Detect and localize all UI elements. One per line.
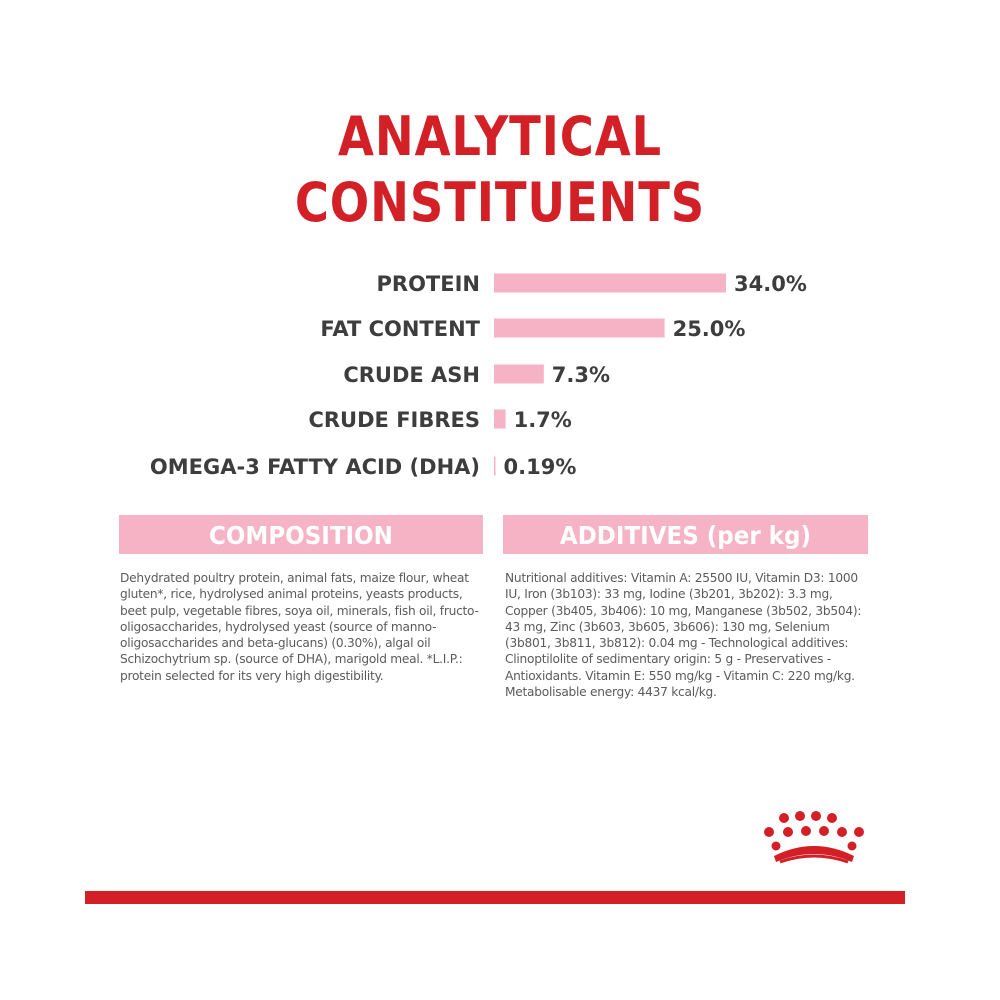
category-label: CRUDE FIBRES [308, 408, 480, 432]
additives-text: Nutritional additives: Vitamin A: 25500 IU, Vitamin D3: 1000 IU, Iron (3b103): 33 mg, Iodine (3b201, 3b202): 3.3 mg, Copper (3b405, 3b406): 10 mg, Manganese (3b502, 3b504): 43 mg, Zinc (3b603, 3b605, 3b606): 130 mg, Selenium (3b801, 3b811, 3b812): 0.04 mg - Technological additives: Clinoptilolite of sedimentary origin: 5 g - Preservatives - Antioxidants. Vitamin E: 550 mg/kg - Vitamin C: 220 mg/kg. Metabolisable energy: 4437 kcal/kg. [505, 571, 862, 700]
additives-heading: ADDITIVES (per kg) [559, 521, 812, 550]
value-label: 1.7% [513, 408, 572, 432]
additives-header [503, 515, 868, 554]
bar [494, 365, 544, 384]
category-label: FAT CONTENT [320, 317, 480, 341]
bar [494, 319, 665, 338]
category-label: PROTEIN [376, 272, 480, 296]
composition-text: Dehydrated poultry protein, animal fats, maize flour, wheat gluten*, rice, hydrolysed animal proteins, yeasts products, beet pulp, vegetable fibres, soya oil, minerals, fish oil, fructo-oligosaccharides, hydrolysed yeast (source of manno-oligosaccharides and beta-glucans) (0.30%), algal oil Schizochytrium sp. (source of DHA), marigold meal. *L.I.P.: protein selected for its very high digestibility. [120, 571, 479, 683]
bar [494, 457, 496, 476]
value-label: 7.3% [551, 363, 611, 387]
value-label: 0.19% [503, 455, 577, 479]
bar [494, 274, 726, 293]
page-title [70, 104, 930, 236]
title-line-2: CONSTITUENTS [294, 171, 706, 234]
crown-logo-icon [760, 810, 868, 872]
category-label: OMEGA-3 FATTY ACID (DHA) [149, 455, 480, 479]
category-label: CRUDE ASH [343, 363, 480, 387]
bar [494, 410, 506, 429]
constituents-bar-chart [0, 255, 1000, 495]
bottom-red-bar [85, 891, 905, 904]
composition-header [119, 515, 483, 554]
value-label: 34.0% [734, 272, 807, 296]
value-label: 25.0% [672, 317, 746, 341]
title-line-1: ANALYTICAL [338, 105, 662, 168]
composition-heading: COMPOSITION [209, 521, 393, 550]
